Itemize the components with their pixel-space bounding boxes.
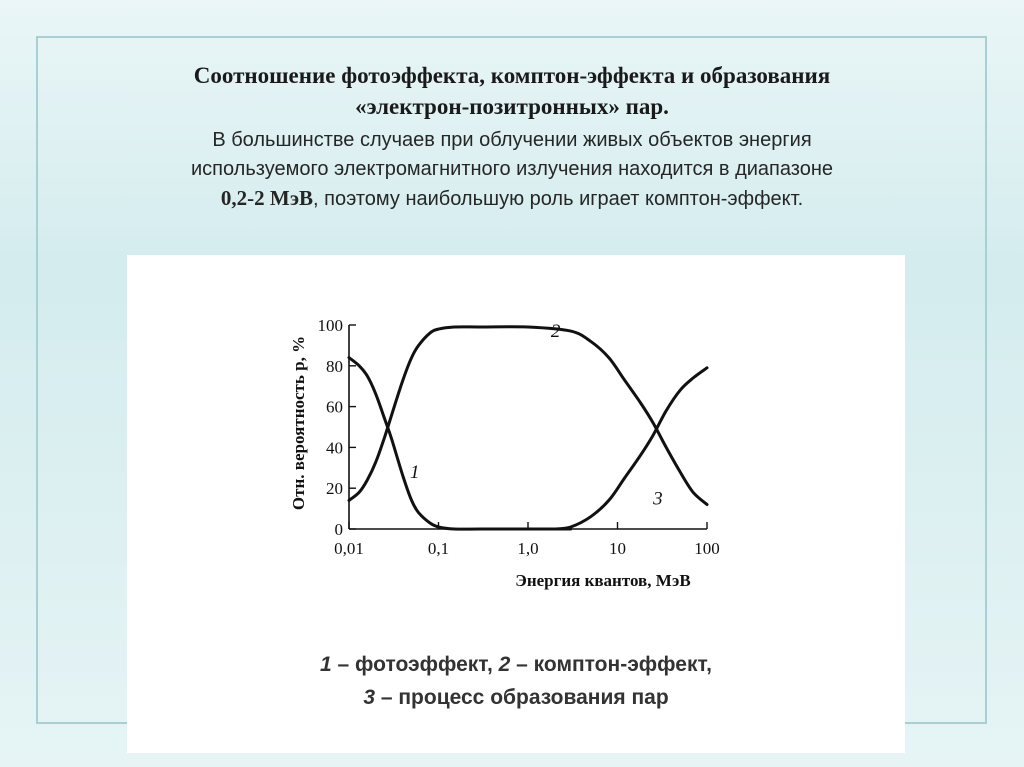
chart-axes	[289, 316, 720, 590]
x-tick-label: 100	[694, 539, 720, 558]
caption-text-1: – фотоэффект,	[331, 653, 499, 676]
x-tick-label: 10	[609, 539, 626, 558]
caption-text-3: – процесс образования пар	[375, 686, 669, 709]
caption-text-2: – комптон-эффект,	[510, 653, 712, 676]
y-tick-label: 40	[326, 438, 343, 458]
slide-title	[60, 60, 964, 122]
caption-num-3: 3	[363, 686, 375, 709]
figure-caption	[127, 648, 905, 714]
chart-labels	[410, 321, 663, 509]
y-tick-label: 60	[326, 397, 343, 417]
text-line-2: используемого электромагнитного излучения находится в диапазоне	[190, 158, 834, 180]
interaction-probability-chart	[283, 280, 730, 599]
title-line-2: «электрон-позитронных» пар.	[355, 94, 669, 119]
energy-range: 0,2-2 МэВ	[220, 186, 314, 210]
y-tick-label: 80	[326, 356, 343, 376]
text-line-3	[60, 184, 964, 214]
text-line-3-rest: , поэтому наибольшую роль играет комптон-эффект.	[313, 188, 804, 210]
y-axis-label: Отн. вероятность p, %	[289, 335, 308, 511]
curve-label-2: 2	[550, 321, 561, 343]
caption-num-1: 1	[320, 653, 332, 676]
y-tick-label: 100	[317, 316, 343, 335]
slide-text	[60, 126, 964, 214]
y-tick-label: 0	[334, 520, 343, 539]
caption-line-2	[127, 681, 905, 714]
y-tick-label: 20	[326, 479, 343, 499]
x-tick-label: 1,0	[517, 539, 539, 558]
caption-line-1	[127, 648, 905, 681]
text-line-1: В большинстве случаев при облучении живых объектов энергия	[212, 129, 812, 151]
curve-3	[555, 368, 707, 529]
caption-num-2: 2	[498, 653, 511, 676]
x-tick-label: 0,1	[427, 539, 450, 558]
x-axis-label: Энергия квантов, МэВ	[515, 571, 691, 590]
x-tick-label: 0,01	[334, 539, 364, 558]
title-line-1: Соотношение фотоэффекта, комптон-эффекта и образования	[193, 63, 831, 88]
curve-label-1: 1	[409, 462, 420, 483]
curve-label-3: 3	[653, 488, 663, 510]
